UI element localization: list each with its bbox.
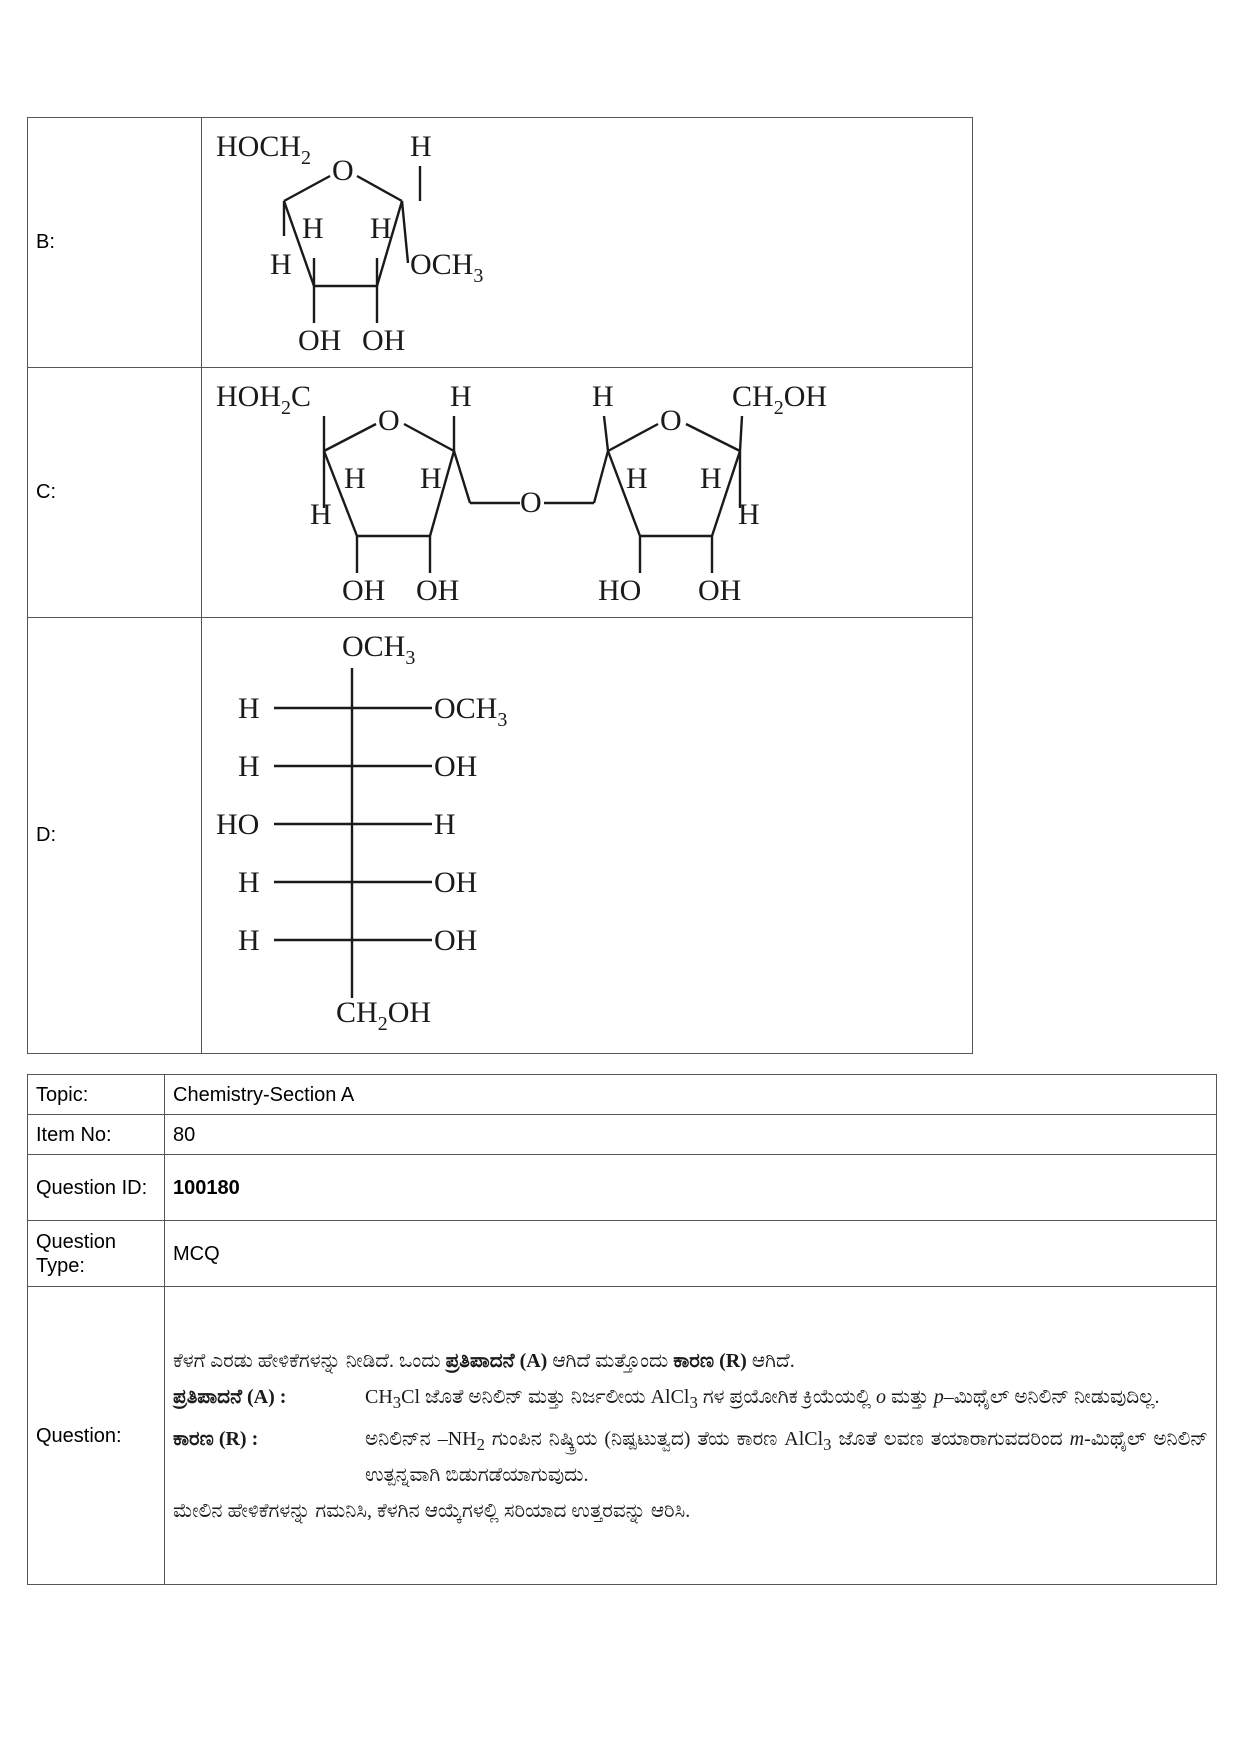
chem-label: HO <box>216 808 260 841</box>
option-row-b <box>28 118 973 368</box>
fischer-row <box>238 924 477 957</box>
fischer-row <box>216 808 456 841</box>
chem-label: H <box>238 924 260 957</box>
chem-label: OH <box>298 324 342 357</box>
question-closing: ಮೇಲಿನ ಹೇಳಿಕೆಗಳನ್ನು ಗಮನಿಸಿ, ಕೆಳಗಿನ ಆಯ್ಕೆಗಳಲ್ಲಿ ಸರಿಯಾದ ಉತ್ತರವನ್ನು ಆರಿಸಿ. <box>173 1499 691 1522</box>
chem-label: H <box>270 248 292 281</box>
assertion-text: $CH_3Cl$ ಜೊತೆ ಅನಿಲಿನ್ ಮತ್ತು ನಿರ್ಜಲೀಯ AlCl$_3$ ಗಳ ಪ್ರಯೋಗಿಕ ಕ್ರಿಯೆಯಲ್ಲಿ o ಮತ್ತು p–ಮಿಥೈಲ್ ಅನಿಲಿನ್ ನೀಡುವುದಿಲ್ಲ. <box>365 1385 1160 1412</box>
option-label: C: <box>28 368 202 618</box>
chem-label: O <box>660 404 682 437</box>
chem-label: OH <box>698 574 742 607</box>
option-label: D: <box>28 618 202 1054</box>
chem-label: $OCH_3$ <box>410 248 484 287</box>
chem-label: $OCH_3$ <box>342 630 416 669</box>
qtype-value: MCQ <box>165 1221 1217 1287</box>
reason-text: ಅನಿಲಿನ್‌ನ $-NH_2$ ಗುಂಪಿನ ನಿಷ್ಕ್ರಿಯ (ನಿಷ್ಪಟುತ್ವದ) ತೆಯ ಕಾರಣ AlCl$_3$ ಜೊತೆ ಲವಣ ತಯಾರಾಗುವದರಿಂದ m-ಮಿಥೈಲ್ ಅನಿಲಿನ್ ಉತ್ಪನ್ನವಾಗಿ ಬಿಡುಗಡೆಯಾಗುವುದು. <box>365 1427 1208 1486</box>
item-row <box>28 1115 1217 1155</box>
chem-label: H <box>420 462 442 495</box>
chem-label: OH <box>434 924 478 957</box>
topic-label: Topic: <box>28 1075 165 1115</box>
option-row-c <box>28 368 973 618</box>
structure-cell-b <box>202 118 973 368</box>
item-value: 80 <box>165 1115 1217 1155</box>
chem-label: H <box>238 866 260 899</box>
question-intro: ಕೆಳಗೆ ಎರಡು ಹೇಳಿಕೆಗಳನ್ನು ನೀಡಿದೆ. ಒಂದು ಪ್ರತಿಪಾದನೆ (A) ಆಗಿದೆ ಮತ್ತೊಂದು ಕಾರಣ (R) ಆಗಿದೆ. <box>173 1349 795 1372</box>
topic-row <box>28 1075 1217 1115</box>
qid-label: Question ID: <box>28 1155 165 1221</box>
qid-value: 100180 <box>165 1155 1217 1221</box>
chem-label: H <box>410 130 432 163</box>
chem-label: H <box>434 808 456 841</box>
question-meta-table <box>27 1074 1217 1585</box>
chem-label: $OCH_3$ <box>434 692 508 731</box>
chem-label: OH <box>342 574 386 607</box>
reason <box>173 1424 1208 1490</box>
structure-cell-c <box>202 368 973 618</box>
topic-value: Chemistry-Section A <box>165 1075 1217 1115</box>
question-label: Question: <box>28 1287 165 1585</box>
chem-label: H <box>700 462 722 495</box>
chem-label: H <box>344 462 366 495</box>
chem-label: O <box>332 154 354 187</box>
option-row-d <box>28 618 973 1054</box>
chem-label: H <box>310 498 332 531</box>
chem-label: $CH_2OH$ <box>732 380 828 419</box>
fischer-row <box>238 750 477 783</box>
assertion <box>173 1382 1208 1418</box>
chem-label: OH <box>434 750 478 783</box>
assertion-tag: ಪ್ರತಿಪಾದನೆ (A) : <box>173 1385 287 1408</box>
structure-d <box>202 618 972 1048</box>
chem-label: OH <box>416 574 460 607</box>
chem-label: H <box>238 750 260 783</box>
chem-label: $CH_2OH$ <box>336 996 432 1035</box>
fischer-row <box>238 692 507 731</box>
qid-row <box>28 1155 1217 1221</box>
question-row <box>28 1287 1217 1585</box>
structure-c <box>202 368 972 612</box>
fischer-row <box>238 866 477 899</box>
structure-b <box>202 118 972 362</box>
chem-label: H <box>238 692 260 725</box>
qtype-row <box>28 1221 1217 1287</box>
question-body <box>165 1287 1217 1585</box>
chem-label: H <box>450 380 472 413</box>
chem-label: H <box>302 212 324 245</box>
chem-label: HO <box>598 574 642 607</box>
chem-label: H <box>626 462 648 495</box>
item-label: Item No: <box>28 1115 165 1155</box>
structure-cell-d <box>202 618 973 1054</box>
chem-label: H <box>738 498 760 531</box>
chem-label: H <box>592 380 614 413</box>
chem-label: OH <box>362 324 406 357</box>
chem-label: $HOCH_2$ <box>216 130 312 169</box>
chem-label: O <box>378 404 400 437</box>
reason-tag: ಕಾರಣ (R) : <box>173 1427 259 1450</box>
chem-label: O <box>520 486 542 519</box>
chem-label: OH <box>434 866 478 899</box>
option-label: B: <box>28 118 202 368</box>
options-table <box>27 117 973 1054</box>
qtype-label: Question Type: <box>28 1221 165 1287</box>
chem-label: H <box>370 212 392 245</box>
chem-label: $HOH_2C$ <box>216 380 312 419</box>
